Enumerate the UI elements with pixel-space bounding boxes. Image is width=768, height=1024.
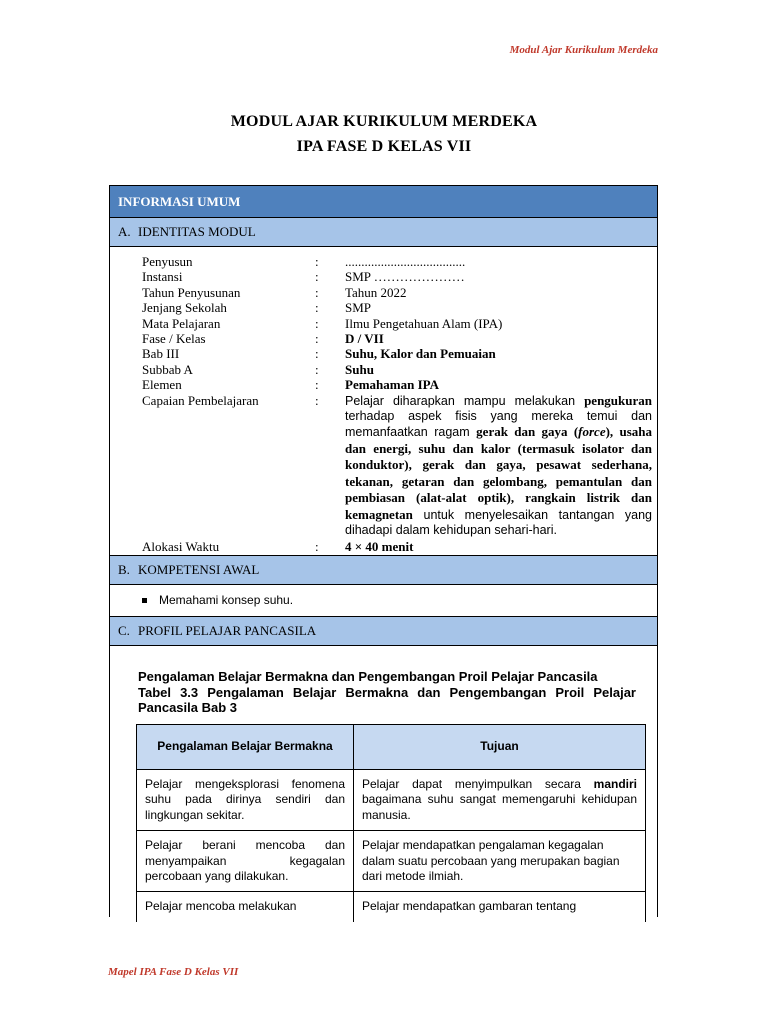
section-title: KOMPETENSI AWAL <box>138 562 260 577</box>
identitas-row: Tahun Penyusunan : Tahun 2022 <box>142 284 407 300</box>
table-cell: Pelajar dapat menyimpulkan secara mandiri bagaimana suhu sangat memengaruhi kehidupan manusia. <box>354 770 646 831</box>
module-frame <box>109 185 658 917</box>
table-cell: Pelajar mencoba melakukan <box>137 892 354 922</box>
alokasi-row: Alokasi Waktu : 4 × 40 menit <box>142 539 414 555</box>
identitas-row: Jenjang Sekolah : SMP <box>142 300 372 316</box>
identitas-row: Fase / Kelas : D / VII <box>142 331 384 347</box>
page-subtitle: IPA FASE D KELAS VII <box>296 138 472 155</box>
table-cell: Pelajar mendapatkan pengalaman kegagalan dalam suatu percobaan yang merupakan bagian dari metode ilmiah. <box>354 831 646 892</box>
table-cell: Pelajar mendapatkan gambaran tentang <box>354 892 646 922</box>
section-profil-pelajar <box>110 616 657 646</box>
identitas-row: Mata Pelajaran : Ilmu Pengetahuan Alam (IPA) <box>142 315 503 331</box>
bullet-icon <box>142 598 147 603</box>
table-cell: Pelajar mengeksplorasi fenomena suhu pada dirinya sendiri dan lingkungan sekitar. <box>137 770 354 831</box>
capaian-text: Pelajar diharapkan mampu melakukan pengukuran terhadap aspek fisis yang mereka temui dan memanfaatkan ragam gerak dan gaya (force), usaha dan energi, suhu dan kalor (termasuk isolator dan konduktor), gerak dan gaya, pesawat sederhana, tekanan, getaran dan gelombang, pemantulan dan pembiasan (alat-alat optik), rangkain listrik dan kemagnetan untuk menyelesaikan tantangan yang dihadapi dalam kehidupan sehari-hari. <box>345 392 652 537</box>
section-identitas-modul <box>110 217 657 247</box>
column-header: Pengalaman Belajar Bermakna <box>137 725 354 770</box>
table-row <box>137 770 646 831</box>
section-title: IDENTITAS MODUL <box>138 224 256 239</box>
table-caption: Tabel 3.3 Pengalaman Belajar Bermakna dan Pengembangan Proil Pelajar Pancasila Bab 3 <box>138 685 636 716</box>
profil-subtitle: Pengalaman Belajar Bermakna dan Pengembangan Proil Pelajar Pancasila <box>138 669 598 684</box>
identitas-row: Penyusun : ..................................... <box>142 254 466 269</box>
experience-table <box>136 724 646 922</box>
column-header: Tujuan <box>354 725 646 770</box>
table-row <box>137 831 646 892</box>
table-header-row <box>137 725 646 770</box>
section-title: PROFIL PELAJAR PANCASILA <box>138 623 317 638</box>
page-footer: Mapel IPA Fase D Kelas VII <box>108 966 239 978</box>
table-cell: Pelajar berani mencoba dan menyampaikan kegagalan percobaan yang dilakukan. <box>137 831 354 892</box>
section-kompetensi-awal <box>110 555 657 585</box>
section-letter: A. <box>118 224 131 239</box>
section-letter: B. <box>118 562 130 577</box>
table-row <box>137 892 646 922</box>
page-title: MODUL AJAR KURIKULUM MERDEKA <box>230 113 538 130</box>
identitas-list <box>142 254 652 555</box>
identitas-row: Instansi : SMP ………………… <box>142 269 465 285</box>
page-header: Modul Ajar Kurikulum Merdeka <box>509 44 658 56</box>
identitas-row: Subbab A : Suhu <box>142 361 374 377</box>
identitas-row: Bab III : Suhu, Kalor dan Pemuaian <box>142 346 496 362</box>
kompetensi-item: Memahami konsep suhu. <box>142 593 293 607</box>
capaian-row: Capaian Pembelajaran : Pelajar diharapkan mampu melakukan pengukuran terhadap aspek fisis yang mereka temui dan memanfaatkan ragam gerak dan gaya (force), usaha dan energi, suhu dan kalor (termasuk isolator dan konduktor), gerak dan gaya, pesawat sederhana, tekanan, getaran dan gelombang, pemantulan dan pembiasan (alat-alat optik), rangkain listrik dan kemagnetan untuk menyelesaikan tantangan yang dihadapi dalam kehidupan sehari-hari. <box>142 392 652 537</box>
section-letter: C. <box>118 623 130 638</box>
section-informasi-umum: INFORMASI UMUM <box>110 186 657 217</box>
identitas-row: Elemen : Pemahaman IPA <box>142 377 440 393</box>
